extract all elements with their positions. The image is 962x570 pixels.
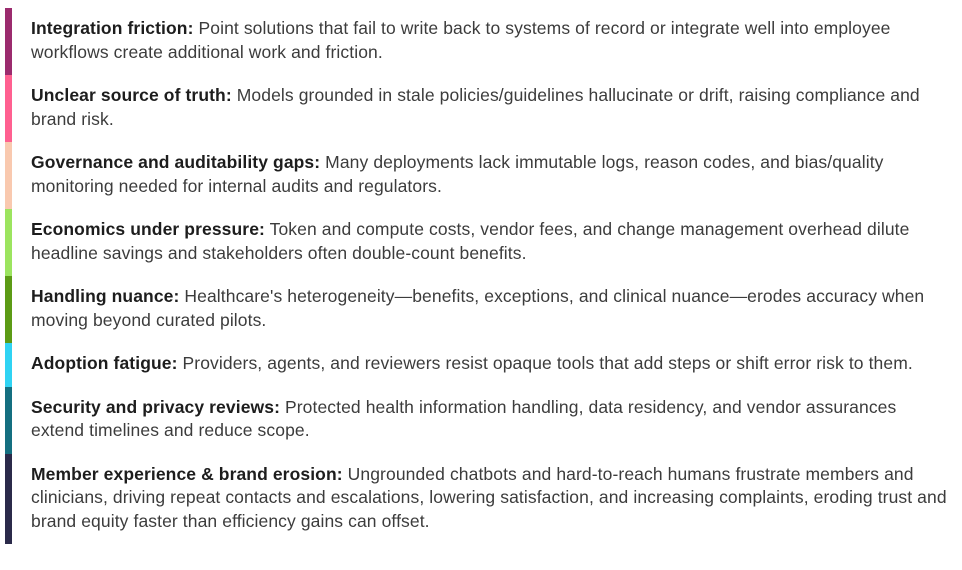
risk-item-title: Adoption fatigue: (31, 353, 178, 373)
risk-item-text (31, 396, 954, 443)
risk-item-text (31, 151, 954, 198)
risk-item-description: Point solutions that fail to write back to systems of record or integrate well into employee workflows create additional work and friction. (31, 18, 891, 62)
risk-item-text (31, 285, 954, 332)
risk-item-text (31, 84, 954, 131)
risk-item-title: Economics under pressure: (31, 219, 265, 239)
risk-item-text (31, 218, 954, 265)
risk-item-description: Ungrounded chatbots and hard-to-reach humans frustrate members and clinicians, driving repeat contacts and escalations, lowering satisfaction, and increasing complaints, eroding trust and brand equity faster than efficiency gains can offset. (31, 463, 947, 531)
risk-item-description: Protected health information handling, data residency, and vendor assurances extend timelines and reduce scope. (31, 396, 897, 440)
risk-item-text (31, 463, 954, 534)
risk-item-title: Member experience & brand erosion: (31, 463, 343, 484)
risk-item (5, 454, 956, 545)
risk-item-description: Providers, agents, and reviewers resist opaque tools that add steps or shift error risk to them. (177, 353, 913, 373)
risk-item (5, 343, 956, 387)
risk-item-title: Integration friction: (31, 18, 194, 38)
risk-item-title: Security and privacy reviews: (31, 396, 280, 417)
risk-item-text (31, 17, 954, 64)
risk-item-description: Models grounded in stale policies/guidelines hallucinate or drift, raising compliance and brand risk. (31, 85, 920, 129)
risk-item-description: Many deployments lack immutable logs, reason codes, and bias/quality monitoring needed for internal audits and regulators. (31, 152, 884, 196)
risk-item-description: Token and compute costs, vendor fees, and change management overhead dilute headline savings and stakeholders often double-count benefits. (31, 219, 910, 263)
risk-item (5, 387, 956, 454)
risk-item (5, 75, 956, 142)
risk-item (5, 142, 956, 209)
risk-item-title: Handling nuance: (31, 286, 180, 306)
risk-item-description: Healthcare's heterogeneity—benefits, exceptions, and clinical nuance—erodes accuracy when moving beyond curated pilots. (31, 286, 925, 330)
risk-item-title: Governance and auditability gaps: (31, 152, 321, 172)
risk-item-title: Unclear source of truth: (31, 85, 232, 105)
risk-item-text (31, 352, 954, 376)
risk-item (5, 276, 956, 343)
risk-item (5, 8, 956, 75)
risk-item (5, 209, 956, 276)
